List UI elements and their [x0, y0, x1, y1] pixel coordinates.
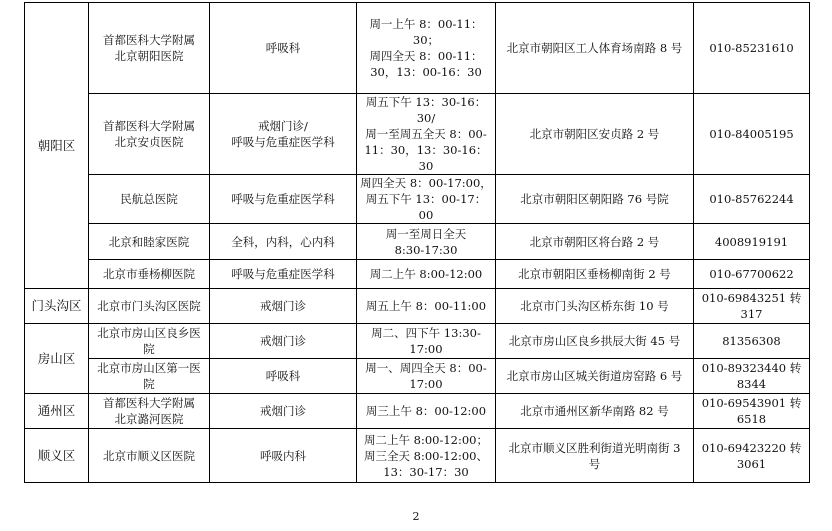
district-cell: 顺义区 — [25, 429, 89, 483]
address-cell: 北京市房山区城关街道房窑路 6 号 — [496, 359, 694, 394]
table-row — [25, 175, 810, 224]
table-row — [25, 94, 810, 175]
district-cell: 朝阳区 — [25, 3, 89, 289]
department-cell: 呼吸科 — [210, 3, 357, 94]
phone-cell: 81356308 — [694, 324, 810, 359]
hospital-cell: 民航总医院 — [89, 175, 210, 224]
hours-cell: 周二、四下午 13:30- 17:00 — [357, 324, 496, 359]
table-row — [25, 324, 810, 359]
table-row — [25, 289, 810, 324]
department-cell: 戒烟门诊 — [210, 289, 357, 324]
address-cell: 北京市顺义区胜利街道光明南街 3 号 — [496, 429, 694, 483]
address-cell: 北京市门头沟区桥东街 10 号 — [496, 289, 694, 324]
department-cell: 全科，内科，心内科 — [210, 224, 357, 260]
hospital-clinic-table — [24, 2, 810, 483]
department-cell: 戒烟门诊 — [210, 394, 357, 429]
table-row — [25, 224, 810, 260]
hospital-cell: 北京市门头沟区医院 — [89, 289, 210, 324]
district-cell: 通州区 — [25, 394, 89, 429]
hospital-cell: 北京市顺义区医院 — [89, 429, 210, 483]
hours-cell: 周五上午 8：00-11:00 — [357, 289, 496, 324]
hours-cell: 周一、周四全天 8：00- 17:00 — [357, 359, 496, 394]
phone-cell: 010-84005195 — [694, 94, 810, 175]
address-cell: 北京市房山区良乡拱辰大街 45 号 — [496, 324, 694, 359]
department-cell: 戒烟门诊 — [210, 324, 357, 359]
address-cell: 北京市朝阳区工人体育场南路 8 号 — [496, 3, 694, 94]
table-row — [25, 260, 810, 289]
address-cell: 北京市通州区新华南路 82 号 — [496, 394, 694, 429]
phone-cell: 010-69843251 转 317 — [694, 289, 810, 324]
phone-cell: 010-69423220 转 3061 — [694, 429, 810, 483]
hospital-cell: 北京市房山区良乡医 院 — [89, 324, 210, 359]
hospital-cell: 首都医科大学附属 北京朝阳医院 — [89, 3, 210, 94]
table-row — [25, 394, 810, 429]
hours-cell: 周二上午 8:00-12:00 — [357, 260, 496, 289]
hospital-cell: 首都医科大学附属 北京安贞医院 — [89, 94, 210, 175]
table-row — [25, 429, 810, 483]
department-cell: 呼吸内科 — [210, 429, 357, 483]
address-cell: 北京市朝阳区将台路 2 号 — [496, 224, 694, 260]
hospital-cell: 首都医科大学附属 北京潞河医院 — [89, 394, 210, 429]
page-number: 2 — [412, 510, 420, 523]
hours-cell: 周一至周日全天 8:30-17:30 — [357, 224, 496, 260]
hospital-cell: 北京和睦家医院 — [89, 224, 210, 260]
department-cell: 呼吸与危重症医学科 — [210, 175, 357, 224]
phone-cell: 010-85762244 — [694, 175, 810, 224]
department-cell: 呼吸科 — [210, 359, 357, 394]
hours-cell: 周五下午 13：30-16： 30/ 周一至周五全天 8：00- 11：30，13：30-16：30 — [357, 94, 496, 175]
hours-cell: 周四全天 8：00-17:00， 周五下午 13：00-17：00 — [357, 175, 496, 224]
address-cell: 北京市朝阳区安贞路 2 号 — [496, 94, 694, 175]
phone-cell: 010-85231610 — [694, 3, 810, 94]
address-cell: 北京市朝阳区垂杨柳南街 2 号 — [496, 260, 694, 289]
phone-cell: 010-89323440 转 8344 — [694, 359, 810, 394]
district-cell: 房山区 — [25, 324, 89, 394]
district-cell: 门头沟区 — [25, 289, 89, 324]
address-cell: 北京市朝阳区朝阳路 76 号院 — [496, 175, 694, 224]
hours-cell: 周三上午 8：00-12:00 — [357, 394, 496, 429]
phone-cell: 010-69543901 转 6518 — [694, 394, 810, 429]
phone-cell: 4008919191 — [694, 224, 810, 260]
hours-cell: 周一上午 8：00-11： 30； 周四全天 8：00-11： 30，13：00-16：30 — [357, 3, 496, 94]
table-row — [25, 3, 810, 94]
department-cell: 戒烟门诊/ 呼吸与危重症医学科 — [210, 94, 357, 175]
hospital-cell: 北京市垂杨柳医院 — [89, 260, 210, 289]
hours-cell: 周二上午 8:00-12:00； 周三全天 8:00-12:00、 13：30-17：30 — [357, 429, 496, 483]
table-row — [25, 359, 810, 394]
hospital-cell: 北京市房山区第一医 院 — [89, 359, 210, 394]
department-cell: 呼吸与危重症医学科 — [210, 260, 357, 289]
phone-cell: 010-67700622 — [694, 260, 810, 289]
